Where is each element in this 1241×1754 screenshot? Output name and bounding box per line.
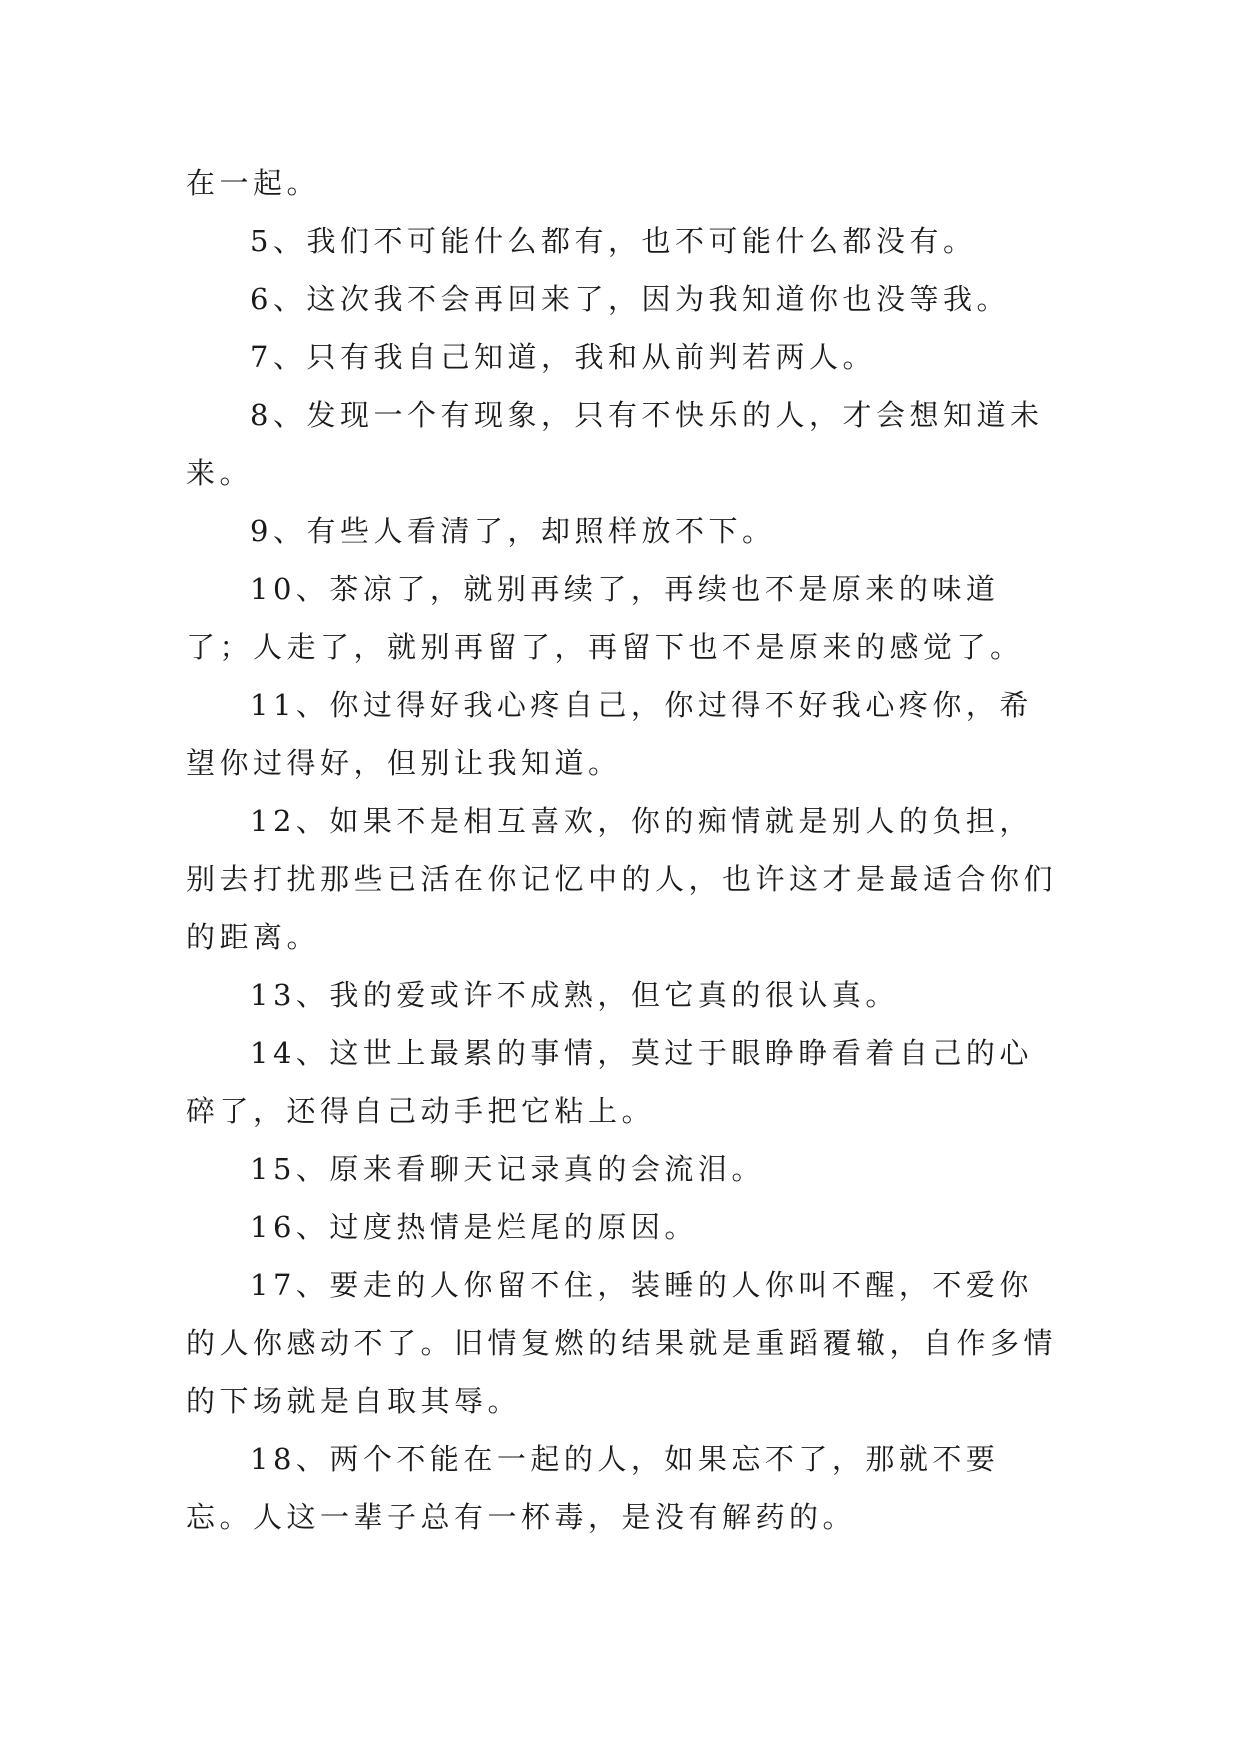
paragraph-item-18: 18、两个不能在一起的人，如果忘不了，那就不要忘。人这一辈子总有一杯毒，是没有解药的。 [186,1442,1000,1534]
paragraph-item-6: 6、这次我不会再回来了，因为我知道你也没等我。 [250,282,1010,316]
paragraph-item-17: 17、要走的人你留不住，装睡的人你叫不醒，不爱你的人你感动不了。旧情复燃的结果就是重蹈覆辙，自作多情的下场就是自取其辱。 [186,1268,1058,1418]
paragraph-item-11: 11、你过得好我心疼自己，你过得不好我心疼你，希望你过得好，但别让我知道。 [186,688,1033,780]
paragraph-continuation: 在一起。 [186,166,321,200]
paragraph-item-13: 13、我的爱或许不成熟，但它真的很认真。 [250,978,899,1012]
paragraph-item-16: 16、过度热情是烂尾的原因。 [250,1210,698,1244]
paragraph-item-8: 8、发现一个有现象，只有不快乐的人，才会想知道未来。 [186,398,1044,490]
document-page [186,154,1062,1546]
paragraph-item-10: 10、茶凉了，就别再续了，再续也不是原来的味道了；人走了，就别再留了，再留下也不是原来的感觉了。 [186,572,1024,664]
paragraph-item-14: 14、这世上最累的事情，莫过于眼睁睁看着自己的心碎了，还得自己动手把它粘上。 [186,1036,1033,1128]
paragraph-item-12: 12、如果不是相互喜欢，你的痴情就是别人的负担，别去打扰那些已活在你记忆中的人，也许这才是最适合你们的距离。 [186,804,1058,954]
paragraph-item-15: 15、原来看聊天记录真的会流泪。 [250,1152,765,1186]
paragraph-item-5: 5、我们不可能什么都有，也不可能什么都没有。 [250,224,977,258]
paragraph-item-7: 7、只有我自己知道，我和从前判若两人。 [250,340,876,374]
paragraph-item-9: 9、有些人看清了，却照样放不下。 [250,514,776,548]
